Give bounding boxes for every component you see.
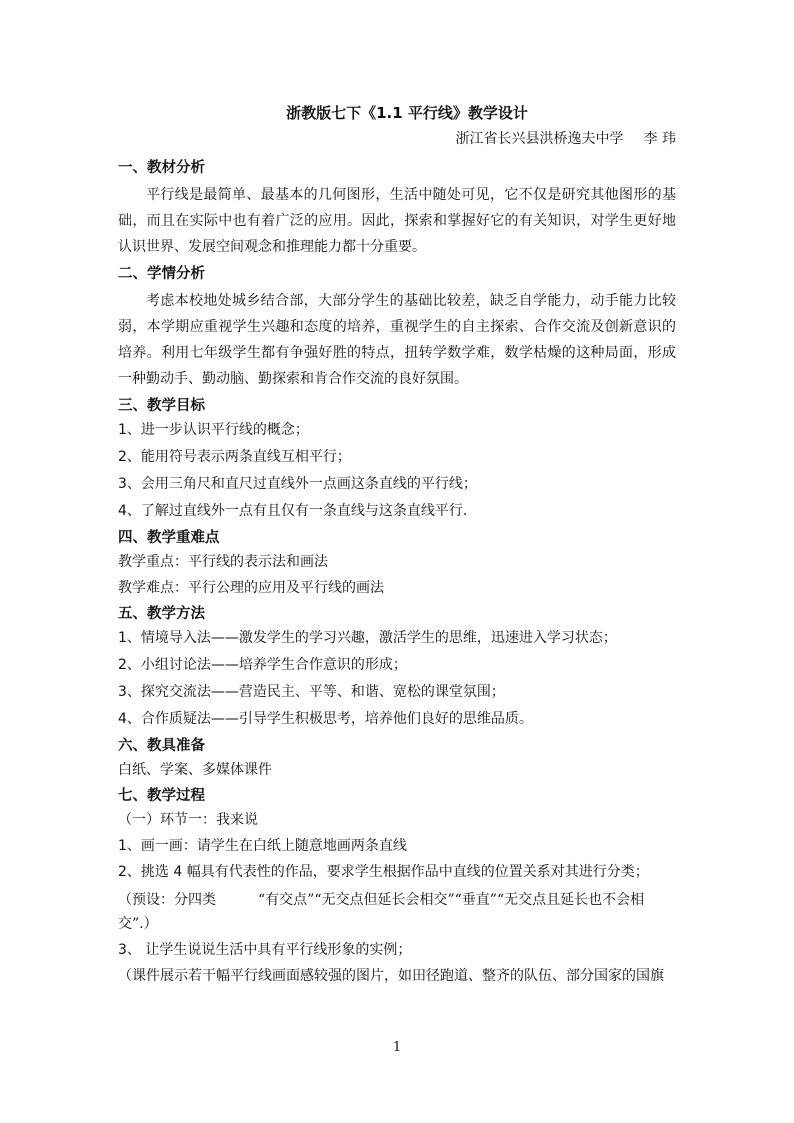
author-school: 浙江省长兴县洪桥逸夫中学 (455, 131, 624, 147)
process-item: 2、挑选 4 幅具有代表性的作品，要求学生根据作品中直线的位置关系对其进行分类； (118, 864, 649, 880)
goal-item: 2、能用符号表示两条直线互相平行； (118, 449, 351, 465)
method-item: 3、探究交流法——营造民主、平等、和谐、宽松的课堂氛围； (118, 684, 505, 700)
preset-body: “有交点”“无交点但延长会相交”“垂直”“无交点且延长也不会相交”.） (118, 892, 645, 932)
method-item: 4、合作质疑法——引导学生积极思考，培养他们良好的思维品质。 (118, 711, 533, 727)
process-item: 1、画一画：请学生在白纸上随意地画两条直线 (118, 838, 407, 854)
section-heading-key-points: 四、教学重难点 (118, 530, 220, 546)
section-paragraph-students: 考虑本校地处城乡结合部，大部分学生的基础比较差，缺乏自学能力，动手能力比较弱，本学期应重视学生兴趣和态度的培养，重视学生的自主探索、合作交流及创新意识的培养。利用七年级学生都有争强好胜的特点，扭转学数学难，数学枯燥的这种局面，形成一种勤动手、勤动脑、勤探索和肯合作交流的良好氛围。 (118, 293, 676, 387)
document-title: 浙教版七下《1.1 平行线》教学设计 (286, 104, 528, 122)
document-body (118, 104, 676, 992)
goal-item: 4、了解过直线外一点有且仅有一条直线与这条直线平行. (118, 503, 468, 519)
process-item: 3、 让学生说说生活中具有平行线形象的实例； (118, 942, 412, 958)
method-item: 1、情境导入法——激发学生的学习兴趣，激活学生的思维，迅速进入学习状态； (118, 630, 617, 646)
goal-item: 1、进一步认识平行线的概念； (118, 422, 309, 438)
section-paragraph-material: 平行线是最简单、最基本的几何图形，生活中随处可见，它不仅是研究其他图形的基础，而且在实际中也有着广泛的应用。因此，探索和掌握好它的有关知识，对学生更好地认识世界、发展空间观念和推理能力都十分重要。 (118, 187, 676, 255)
author-name: 李 玮 (643, 131, 676, 147)
teaching-focus: 教学重点：平行线的表示法和画法 (118, 554, 328, 570)
goal-item: 3、会用三角尺和直尺过直线外一点画这条直线的平行线； (118, 476, 477, 492)
page-number: 1 (392, 1040, 402, 1055)
section-heading-material: 一、教材分析 (118, 160, 205, 176)
process-step-title: （一）环节一：我来说 (118, 812, 258, 828)
method-item: 2、小组讨论法——培养学生合作意识的形成； (118, 657, 407, 673)
section-heading-methods: 五、教学方法 (118, 606, 205, 622)
section-heading-tools: 六、教具准备 (118, 738, 205, 754)
tools-text: 白纸、学案、多媒体课件 (118, 762, 272, 778)
preset-label: （预设：分四类 (118, 892, 216, 908)
teaching-difficulty: 教学难点：平行公理的应用及平行线的画法 (118, 580, 384, 596)
preset-note (118, 888, 676, 936)
section-heading-process: 七、教学过程 (118, 788, 205, 804)
author-line (118, 130, 676, 148)
section-heading-goals: 三、教学目标 (118, 398, 205, 414)
section-heading-students: 二、学情分析 (118, 266, 205, 282)
process-item: （课件展示若干幅平行线画面感较强的图片，如田径跑道、整齐的队伍、部分国家的国旗 (118, 968, 664, 984)
